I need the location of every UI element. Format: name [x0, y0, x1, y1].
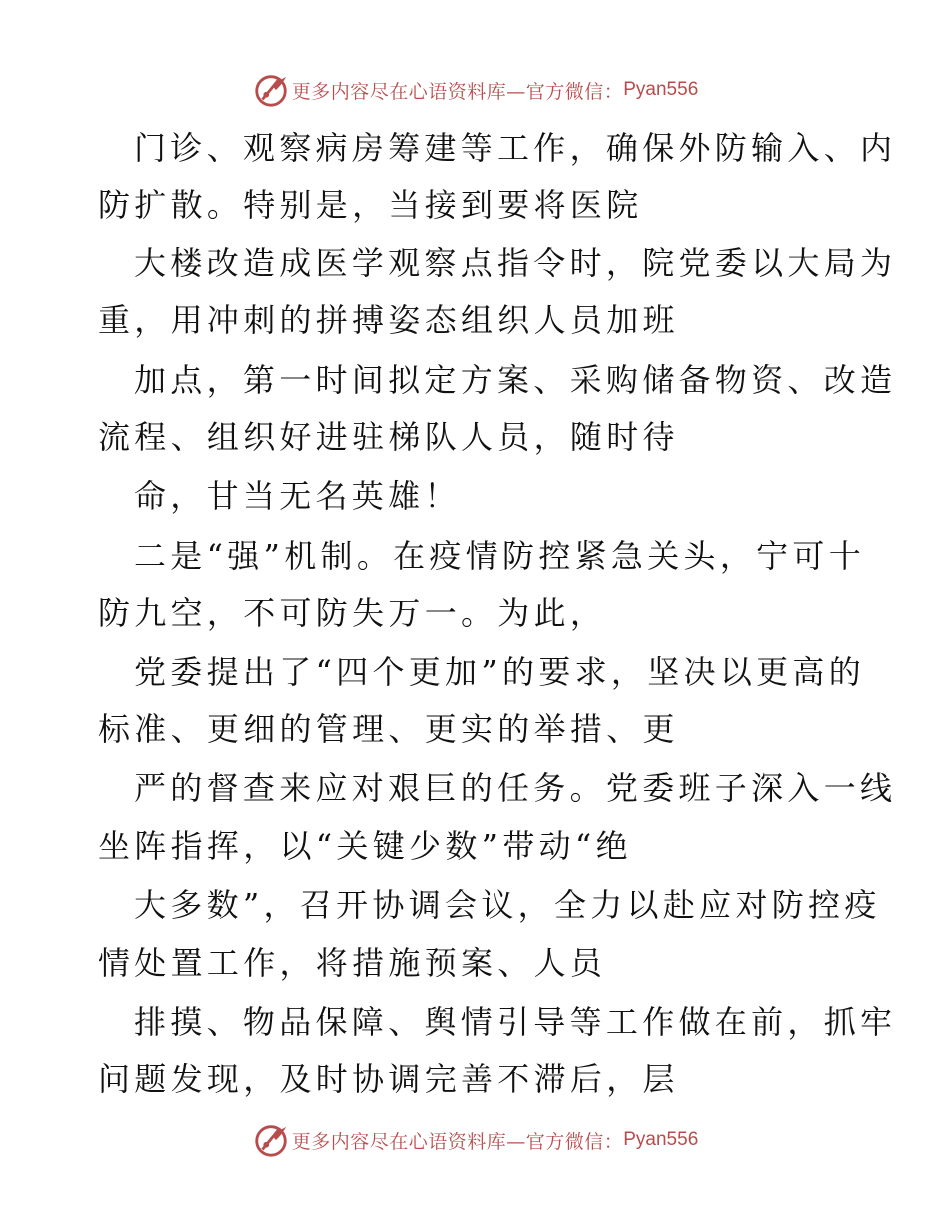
- text-line: 大楼改造成医学观察点指令时，院党委以大局为: [134, 244, 897, 282]
- text-line: 防扩散。特别是，当接到要将医院: [98, 186, 643, 224]
- text-line: 坐阵指挥，以“关键少数”带动“绝: [98, 827, 632, 865]
- footer-watermark: [0, 1120, 950, 1160]
- text-line: 流程、组织好进驻梯队人员，随时待: [98, 418, 679, 456]
- text-line: 党委提出了“四个更加”的要求，坚决以更高的: [134, 653, 866, 691]
- text-line: 大多数”，召开协调会议，全力以赴应对防控疫: [134, 886, 881, 924]
- text-line: 严的督查来应对艰巨的任务。党委班子深入一线: [134, 769, 897, 807]
- text-line: 问题发现，及时协调完善不滞后，层: [98, 1060, 679, 1098]
- text-line: 加点，第一时间拟定方案、采购储备物资、改造: [134, 361, 897, 399]
- text-line: 情处置工作，将措施预案、人员: [98, 944, 607, 982]
- text-line: 门诊、观察病房筹建等工作，确保外防输入、内: [134, 129, 897, 167]
- text-line: 二是“强”机制。在疫情防控紧急关头，宁可十: [134, 537, 866, 575]
- text-line: 防九空，不可防失万一。为此，: [98, 594, 607, 632]
- text-line: 命，甘当无名英雄！: [134, 477, 461, 515]
- watermark-text: 更多内容尽在心语资料库—官方微信：: [291, 80, 624, 103]
- text-line: 重，用冲刺的拼搏姿态组织人员加班: [98, 301, 679, 339]
- watermark-wechat-id: Pyan556: [623, 79, 699, 100]
- watermark-wechat-id: Pyan556: [623, 1129, 699, 1150]
- watermark-text: 更多内容尽在心语资料库—官方微信：: [291, 1130, 624, 1153]
- quill-seal-logo-icon: [252, 1121, 290, 1159]
- text-line: 排摸、物品保障、舆情引导等工作做在前，抓牢: [134, 1003, 897, 1041]
- text-line: 标准、更细的管理、更实的举措、更: [98, 710, 679, 748]
